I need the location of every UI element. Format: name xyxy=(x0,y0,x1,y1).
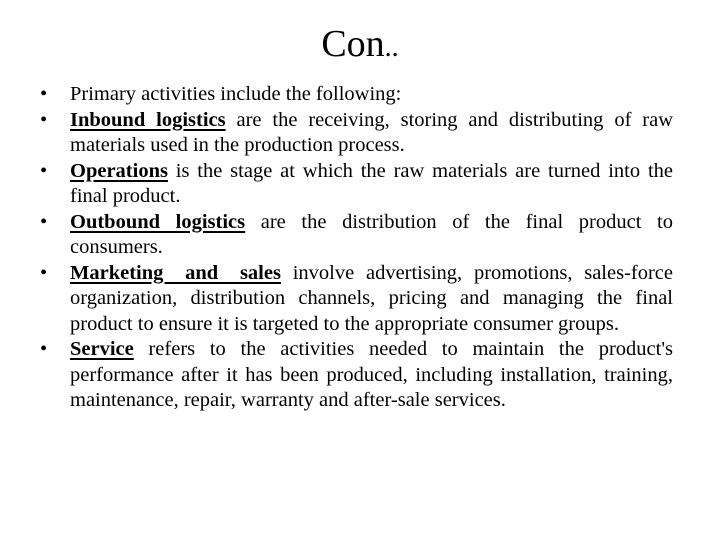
bullet-icon: • xyxy=(40,210,48,233)
bullet-outbound-logistics xyxy=(40,210,673,261)
bullet-list xyxy=(40,82,673,414)
bullet-term: Operations xyxy=(70,159,168,182)
bullet-text: are the receiving, storing and distributing of raw materials used in the production process. xyxy=(70,108,674,156)
bullet-icon: • xyxy=(40,159,48,182)
bullet-text: Primary activities include the following: xyxy=(70,83,402,105)
bullet-text: refers to the activities needed to maintain the product's performance after it has been produced, including installation, training, maintenance, repair, warranty and after-sale services. xyxy=(70,338,673,411)
bullet-service xyxy=(40,337,673,414)
bullet-intro xyxy=(40,82,673,108)
bullet-text: are the distribution of the final product to consumers. xyxy=(70,210,673,258)
bullet-icon: • xyxy=(40,261,48,284)
bullet-text: is the stage at which the raw materials are turned into the final product. xyxy=(70,159,673,207)
bullet-icon: • xyxy=(40,338,48,360)
bullet-operations xyxy=(40,159,673,210)
slide-title xyxy=(0,20,720,72)
bullet-icon: • xyxy=(40,108,48,131)
bullet-term: Inbound logistics xyxy=(70,108,226,131)
title-text: Con xyxy=(321,23,385,65)
bullet-icon: • xyxy=(40,83,48,105)
title-suffix: .. xyxy=(384,32,399,63)
bullet-text: involve advertising, promotions, sales-force organization, distribution channels, pricing and managing the final product to ensure it is targeted to the appropriate consumer groups. xyxy=(70,261,673,335)
bullet-term: Marketing and sales xyxy=(70,261,281,284)
bullet-marketing-and-sales xyxy=(40,261,673,338)
bullet-inbound-logistics xyxy=(40,108,673,159)
bullet-term: Outbound logistics xyxy=(70,210,246,233)
bullet-term: Service xyxy=(70,338,134,360)
